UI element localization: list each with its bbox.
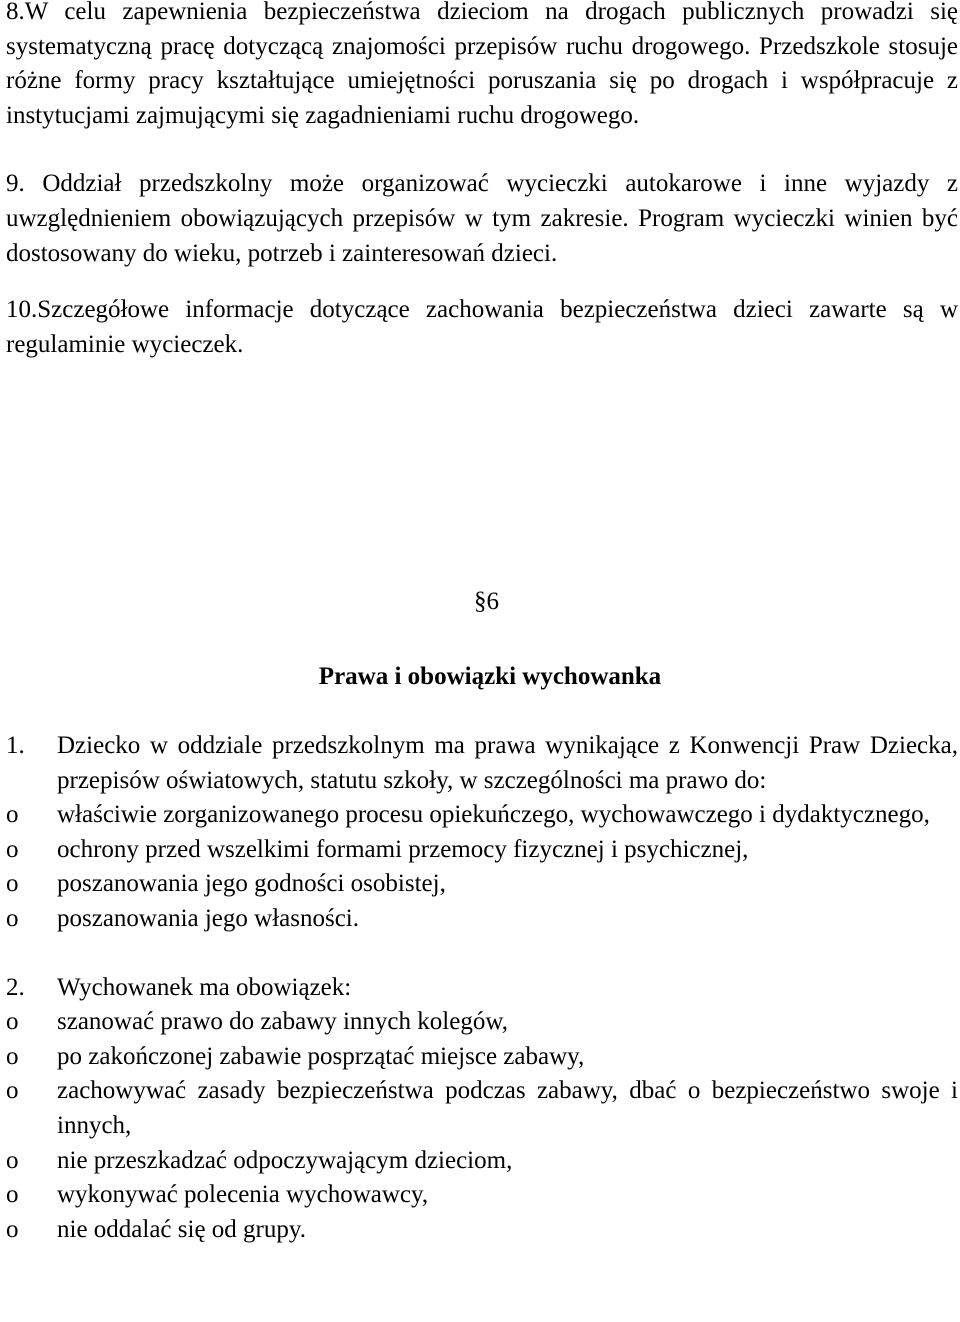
bullet-icon: o	[6, 1008, 19, 1036]
list-item-text: poszanowania jego własności.	[57, 904, 360, 932]
list-item	[6, 1144, 958, 1179]
bullet-icon: o	[6, 1042, 19, 1070]
bullet-icon: o	[6, 1215, 19, 1243]
bullet-icon: o	[6, 801, 19, 829]
list-item-text: właściwie zorganizowanego procesu opiekuńczego, wychowawczego i dydaktycznego,	[57, 801, 930, 829]
bullet-icon: o	[6, 1181, 19, 1209]
list-item	[6, 1005, 958, 1040]
list-item-text: nie oddalać się od grupy.	[57, 1215, 306, 1243]
paragraph-10: 10.Szczegółowe informacje dotyczące zachowania bezpieczeństwa dzieci zawarte są w regulaminie wycieczek.	[6, 296, 958, 358]
section-title: Prawa i obowiązki wychowanka	[318, 663, 662, 690]
list-item	[6, 902, 958, 937]
list-item	[6, 867, 958, 902]
section-number	[474, 585, 499, 619]
spacer	[6, 271, 958, 293]
bullet-icon: o	[6, 1077, 19, 1105]
list-item-text: szanować prawo do zabawy innych kolegów,	[57, 1008, 509, 1036]
spacer	[6, 937, 958, 971]
list-item-text: zachowywać zasady bezpieczeństwa podczas zabawy, dbać o bezpieczeństwo swoje i innych,	[57, 1077, 958, 1139]
duties-item	[6, 971, 958, 1006]
rights-item	[6, 729, 958, 798]
list-number: 2.	[6, 973, 25, 1001]
paragraph-9: 9. Oddział przedszkolny może organizować wycieczki autokarowe i inne wyjazdy z uwzględnieniem obowiązujących przepisów w tym zakresie. Program wycieczki winien być dostosowany do wieku, potrzeb i zainteresowań dzieci.	[6, 170, 958, 267]
spacer	[6, 133, 958, 167]
rights-intro: Dziecko w oddziale przedszkolnym ma prawa wynikające z Konwencji Praw Dziecka, przepisów oświatowych, statutu szkoły, w szczególności ma prawo do:	[57, 732, 958, 794]
list-item-text: nie przeszkadzać odpoczywającym dzieciom,	[57, 1146, 513, 1174]
bullet-icon: o	[6, 904, 19, 932]
section-sign: §	[474, 588, 487, 615]
list-item-text: poszanowania jego godności osobistej,	[57, 870, 446, 898]
rights-and-duties	[6, 729, 958, 1247]
list-item	[6, 798, 958, 833]
list-number: 1.	[6, 732, 25, 759]
document-page	[6, 0, 958, 362]
bullet-icon: o	[6, 1146, 19, 1174]
paragraph-8: 8.W celu zapewnienia bezpieczeństwa dzieciom na drogach publicznych prowadzi się systematyczną pracę dotyczącą znajomości przepisów ruchu drogowego. Przedszkole stosuje różne formy pracy kształtujące umiejętności poruszania się po drogach i współpracuje z instytucjami zajmującymi się zagadnieniami ruchu drogowego.	[6, 0, 958, 129]
section-number-value: 6	[486, 588, 499, 615]
list-item-text: ochrony przed wszelkimi formami przemocy fizycznej i psychicznej,	[57, 835, 749, 863]
bullet-icon: o	[6, 835, 19, 863]
list-item	[6, 833, 958, 868]
list-item-text: po zakończonej zabawie posprzątać miejsce zabawy,	[57, 1042, 585, 1070]
list-item	[6, 1213, 958, 1248]
duties-intro: Wychowanek ma obowiązek:	[57, 973, 352, 1001]
list-item	[6, 1040, 958, 1075]
list-item-text: wykonywać polecenia wychowawcy,	[57, 1181, 429, 1209]
list-item	[6, 1074, 958, 1143]
bullet-icon: o	[6, 870, 19, 898]
list-item	[6, 1178, 958, 1213]
